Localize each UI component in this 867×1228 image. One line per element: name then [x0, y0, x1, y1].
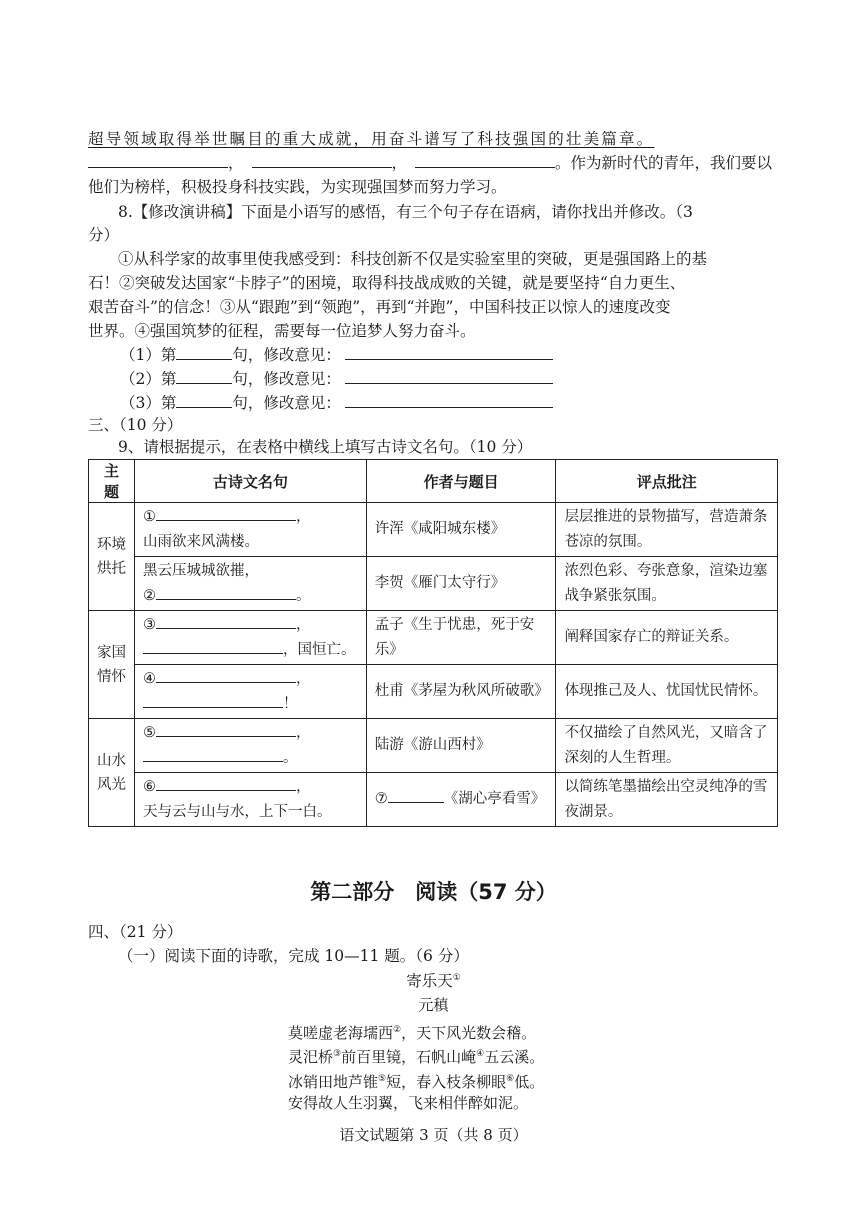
verse-blank-4a[interactable]	[156, 668, 296, 683]
author-cell: 杜甫《茅屋为秋风所破歌》	[366, 665, 556, 719]
verse-cell: ④ ， ！	[134, 665, 366, 719]
note-cell: 浓烈色彩、夸张意象，渲染边塞战争紧张氛围。	[556, 557, 778, 611]
top-line-2	[88, 152, 772, 174]
author-blank-7[interactable]	[388, 788, 444, 803]
table-row	[89, 611, 778, 665]
verse-cell: ③ ， ，国恒亡。	[134, 611, 366, 665]
poem-line-3: 冰销田地芦锥⑤短，春入枝条柳眼⑥低。	[288, 1073, 545, 1091]
verse-cell: 黑云压城城欲摧， ② 。	[134, 557, 366, 611]
q8-para-1: ①从科学家的故事里使我感受到：科技创新不仅是实验室里的突破，更是强国路上的基	[118, 250, 708, 268]
note-cell: 体现推己及人、忧国忧民情怀。	[556, 665, 778, 719]
answer-3-revision-blank[interactable]	[345, 392, 553, 408]
verse-blank-1[interactable]	[156, 506, 296, 521]
header-verse: 古诗文名句	[134, 460, 366, 503]
answer-1-revision-blank[interactable]	[345, 344, 553, 360]
section-4-heading: 四、（21 分）	[88, 923, 183, 941]
table-row	[89, 665, 778, 719]
table-row	[89, 503, 778, 557]
page-footer: 语文试题第 3 页（共 8 页）	[339, 1126, 528, 1144]
verse-cell: ⑤ ， 。	[134, 719, 366, 773]
q8-answer-1: （1）第 句，修改意见：	[120, 344, 553, 366]
verse-cell: ⑥ ， 天与云与山与水，上下一白。	[134, 773, 366, 827]
author-cell: 陆游《游山西村》	[366, 719, 556, 773]
verse-blank-3b[interactable]	[143, 639, 283, 654]
answer-2-sentence-blank[interactable]	[176, 368, 232, 384]
sep-1: ，	[228, 154, 244, 172]
verse-blank-4b[interactable]	[143, 693, 283, 708]
note-cell: 层层推进的景物描写，营造萧条苍凉的氛围。	[556, 503, 778, 557]
q8-answer-3: （3）第 句，修改意见：	[120, 392, 553, 414]
header-note: 评点批注	[556, 460, 778, 503]
verse-blank-5b[interactable]	[143, 747, 283, 762]
section-3-heading: 三、（10 分）	[88, 416, 183, 434]
verse-blank-3a[interactable]	[156, 614, 296, 629]
q8-answer-2: （2）第 句，修改意见：	[120, 368, 553, 390]
poem-line-1: 莫嗟虚老海壖西②，天下风光数会稽。	[288, 1024, 537, 1042]
table-row	[89, 773, 778, 827]
answer-2-revision-blank[interactable]	[345, 368, 553, 384]
theme-cell: 环境烘托	[89, 503, 135, 611]
verse-blank-5a[interactable]	[156, 722, 296, 737]
q8-heading-cont: 分）	[88, 226, 120, 244]
blank-2[interactable]	[252, 152, 392, 168]
verse-blank-6[interactable]	[156, 776, 296, 791]
q8-para-2: 石！②突破发达国家“卡脖子”的困境，取得科技战成败的关键，就是要坚持“自力更生、	[88, 274, 686, 292]
note-cell: 不仅描绘了自然风光，又暗含了深刻的人生哲理。	[556, 719, 778, 773]
theme-cell: 山水风光	[89, 719, 135, 827]
reading-intro: （一）阅读下面的诗歌，完成 10—11 题。（6 分）	[118, 947, 469, 965]
author-cell: 李贺《雁门太守行》	[366, 557, 556, 611]
top-line-3: 他们为榜样，积极投身科技实践，为实现强国梦而努力学习。	[88, 178, 507, 196]
sep-2: ，	[391, 154, 408, 172]
table-row	[89, 719, 778, 773]
table-row	[89, 557, 778, 611]
poem-line-4: 安得故人生羽翼，飞来相伴醉如泥。	[288, 1094, 529, 1112]
poem-line-2: 灵汜桥③前百里镜，石帆山崦④五云溪。	[288, 1048, 545, 1066]
blank-3[interactable]	[415, 152, 555, 168]
q8-heading: 8.【修改演讲稿】下面是小语写的感悟，有三个句子存在语病，请你找出并修改。（3	[118, 203, 693, 221]
author-cell: 孟子《生于忧患，死于安乐》	[366, 611, 556, 665]
q8-para-3: 艰苦奋斗”的信念！③从“跟跑”到“领跑”，再到“并跑”，中国科技正以惊人的速度改变	[88, 298, 671, 316]
verse-blank-2[interactable]	[156, 585, 296, 600]
poem-author: 元稹	[418, 996, 449, 1014]
q8-para-4: 世界。④强国筑梦的征程，需要每一位追梦人努力奋斗。	[88, 322, 476, 340]
blank-1[interactable]	[88, 152, 228, 168]
q9-prompt: 9、请根据提示，在表格中横线上填写古诗文名句。（10 分）	[118, 438, 533, 456]
author-cell: ⑦ 《湖心亭看雪》	[366, 773, 556, 827]
line2-tail: 。作为新时代的青年，我们要以	[555, 154, 773, 172]
top-line-1: 超导领域取得举世瞩目的重大成就，用奋斗谱写了科技强国的壮美篇章。	[88, 130, 655, 148]
note-cell: 以简练笔墨描绘出空灵纯净的雪夜湖景。	[556, 773, 778, 827]
table-header-row	[89, 460, 778, 503]
theme-cell: 家国情怀	[89, 611, 135, 719]
poem-title: 寄乐天①	[406, 972, 461, 990]
answer-3-sentence-blank[interactable]	[176, 392, 232, 408]
note-cell: 阐释国家存亡的辩证关系。	[556, 611, 778, 665]
part-2-title: 第二部分 阅读（57 分）	[310, 880, 557, 904]
poetry-table	[88, 459, 778, 827]
header-theme: 主题	[89, 460, 135, 503]
header-author: 作者与题目	[366, 460, 556, 503]
author-cell: 许浑《咸阳城东楼》	[366, 503, 556, 557]
answer-1-sentence-blank[interactable]	[176, 344, 232, 360]
verse-cell: ① ， 山雨欲来风满楼。	[134, 503, 366, 557]
